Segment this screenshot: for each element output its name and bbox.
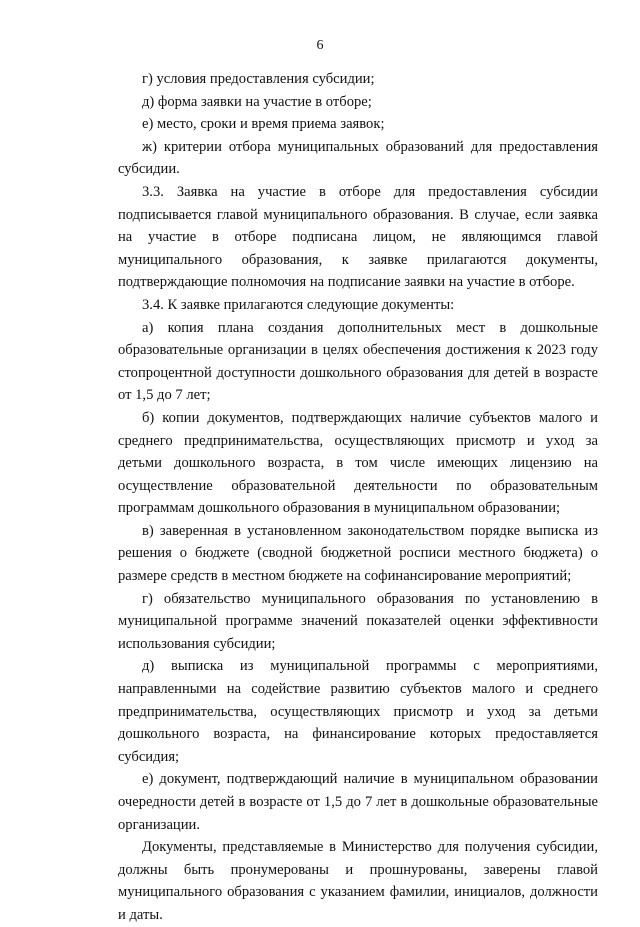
paragraph-item-g: г) условия предоставления субсидии; (142, 71, 375, 87)
paragraph-section-3-3: 3.3. Заявка на участие в отборе для предоставления субсидии подписывается главой муниципального образования. В случае, если заявка на участие в отборе подписана лицом, не являющимся главой муниципального образования, к заявке прилагаются документы, подтверждающие полномочия на подписание заявки на участие в отборе. (118, 183, 598, 291)
paragraph-item-zh: ж) критерии отбора муниципальных образований для предоставления субсидии. (118, 138, 598, 178)
paragraph-documents-note: Документы, представляемые в Министерство для получения субсидии, должны быть пронумерованы и прошнурованы, заверены главой муниципального образования с указанием фамилии, инициалов, должности и даты. (118, 839, 598, 923)
paragraph-item-d: д) форма заявки на участие в отборе; (142, 93, 372, 110)
paragraph-doc-v: в) заверенная в установленном законодательством порядке выписка из решения о бюджете (сводной бюджетной росписи местного бюджета) о размере средств в местном бюджете на софинансирование мероприятий; (118, 522, 598, 585)
document-body (118, 68, 598, 927)
paragraph-doc-d: д) выписка из муниципальной программы с мероприятиями, направленными на содействие развитию субъектов малого и среднего предпринимательства, осуществляющих присмотр и уход за детьми дошкольного возраста, на финансирование которых предоставляется субсидия; (118, 658, 598, 765)
paragraph-doc-a: а) копия плана создания дополнительных мест в дошкольные образовательные организации в целях обеспечения достижения к 2023 году стопроцентной доступности дошкольного образования для детей в возрасте от 1,5 до 7 лет; (118, 319, 598, 404)
page-number: 6 (316, 38, 324, 53)
paragraph-doc-g: г) обязательство муниципального образования по установлению в муниципальной программе значений показателей оценки эффективности использования субсидии; (118, 590, 598, 652)
paragraph-doc-e: е) документ, подтверждающий наличие в муниципальном образовании очередности детей в возрасте от 1,5 до 7 лет в дошкольные образовательные организации. (118, 771, 598, 833)
paragraph-section-3-4: 3.4. К заявке прилагаются следующие документы: (142, 296, 455, 313)
paragraph-doc-b: б) копии документов, подтверждающих наличие субъектов малого и среднего предпринимательства, осуществляющих присмотр и уход за детьми дошкольного возраста, в том числе имеющих лицензию на осуществление образовательной деятельности по образовательным программам дошкольного образования в муниципальном образовании; (118, 409, 598, 517)
paragraph-item-e: е) место, сроки и время приема заявок; (142, 116, 385, 133)
